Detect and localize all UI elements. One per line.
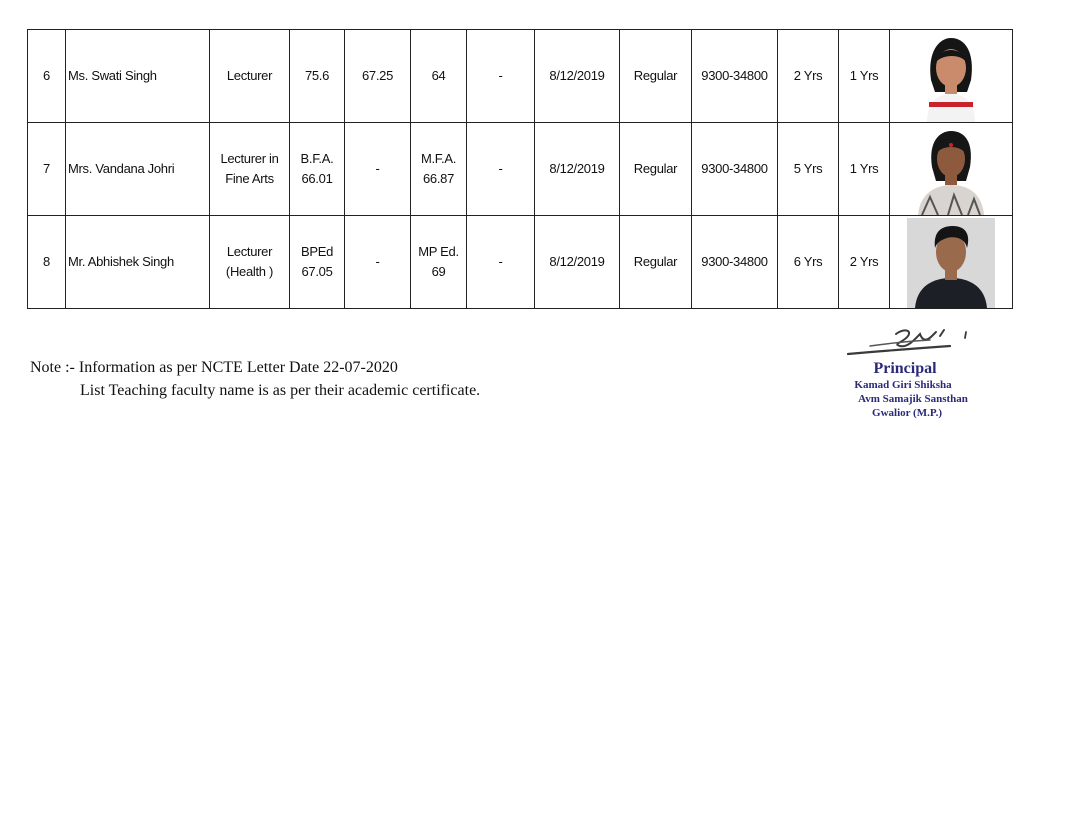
- handwritten-signature: [842, 324, 972, 360]
- cell-line: 67.25: [361, 68, 394, 83]
- qualification-3-cell: [411, 216, 467, 309]
- qualification-4-cell: [467, 30, 535, 123]
- cell-line: B.F.A.: [300, 151, 334, 166]
- qualification-4-cell: [467, 216, 535, 309]
- faculty-photo-image: [908, 127, 994, 215]
- cell-line: BPEd: [300, 244, 334, 259]
- note-line-2: List Teaching faculty name is as per their academic certificate.: [80, 382, 481, 399]
- cell-line: M.F.A.: [420, 151, 457, 166]
- cell-line: -: [375, 254, 380, 269]
- qualification-2-cell: [345, 216, 411, 309]
- qualification-3-cell: [411, 123, 467, 216]
- service-cell: 1 Yrs: [839, 30, 890, 123]
- appointment-date-cell: 8/12/2019: [535, 216, 620, 309]
- principal-signature-stamp: [828, 322, 988, 426]
- note-line-1: Note :- Information as per NCTE Letter Date 22-07-2020: [30, 359, 398, 376]
- cell-line: Fine Arts: [225, 171, 274, 186]
- qualification-4-cell: [467, 123, 535, 216]
- faculty-name-cell: Ms. Swati Singh: [66, 30, 210, 123]
- cell-line: MP Ed.: [418, 244, 459, 259]
- cell-line: -: [498, 68, 503, 83]
- cell-line: Lecturer in: [220, 151, 279, 166]
- faculty-table: [27, 29, 1013, 309]
- signature-title: Principal: [873, 360, 937, 377]
- serial-number-cell: 8: [28, 216, 66, 309]
- faculty-photo: [890, 123, 1012, 215]
- service-cell: 1 Yrs: [839, 123, 890, 216]
- faculty-name-cell: Mr. Abhishek Singh: [66, 216, 210, 309]
- appointment-type-cell: Regular: [620, 30, 692, 123]
- experience-cell: 2 Yrs: [778, 30, 839, 123]
- cell-line: 69: [431, 264, 446, 279]
- qualification-1-cell: [290, 123, 345, 216]
- table-row: [28, 216, 1013, 309]
- signature-org-line-2: Avm Samajik Sansthan: [858, 393, 968, 405]
- faculty-photo-cell: [890, 123, 1013, 216]
- experience-cell: 6 Yrs: [778, 216, 839, 309]
- cell-line: -: [498, 254, 503, 269]
- cell-line: 75.6: [304, 68, 330, 83]
- pay-scale-cell: 9300-34800: [692, 216, 778, 309]
- qualification-1-cell: [290, 30, 345, 123]
- faculty-name-cell: Mrs. Vandana Johri: [66, 123, 210, 216]
- designation-cell: [210, 123, 290, 216]
- faculty-photo-cell: [890, 30, 1013, 123]
- appointment-date-cell: 8/12/2019: [535, 30, 620, 123]
- appointment-type-cell: Regular: [620, 123, 692, 216]
- faculty-photo: [890, 30, 1012, 122]
- service-cell: 2 Yrs: [839, 216, 890, 309]
- cell-line: Lecturer: [226, 68, 273, 83]
- table-row: [28, 123, 1013, 216]
- qualification-3-cell: [411, 30, 467, 123]
- cell-line: 64: [431, 68, 446, 83]
- appointment-type-cell: Regular: [620, 216, 692, 309]
- designation-cell: [210, 216, 290, 309]
- pay-scale-cell: 9300-34800: [692, 123, 778, 216]
- qualification-1-cell: [290, 216, 345, 309]
- cell-line: (Health ): [225, 264, 274, 279]
- cell-line: Lecturer: [226, 244, 273, 259]
- cell-line: -: [375, 161, 380, 176]
- cell-line: 67.05: [301, 264, 333, 279]
- serial-number-cell: 6: [28, 30, 66, 123]
- cell-line: 66.01: [301, 171, 333, 186]
- qualification-2-cell: [345, 123, 411, 216]
- cell-line: 66.87: [422, 171, 455, 186]
- serial-number-cell: 7: [28, 123, 66, 216]
- faculty-photo: [890, 216, 1012, 308]
- faculty-photo-cell: [890, 216, 1013, 309]
- signature-org-line-3: Gwalior (M.P.): [872, 407, 942, 419]
- pay-scale-cell: 9300-34800: [692, 30, 778, 123]
- appointment-date-cell: 8/12/2019: [535, 123, 620, 216]
- signature-org-line-1: Kamad Giri Shiksha: [854, 379, 952, 391]
- cell-line: -: [498, 161, 503, 176]
- designation-cell: [210, 30, 290, 123]
- faculty-photo-image: [907, 218, 995, 308]
- table-row: [28, 30, 1013, 123]
- qualification-2-cell: [345, 30, 411, 123]
- note-block: [30, 356, 480, 402]
- faculty-photo-image: [909, 32, 993, 122]
- experience-cell: 5 Yrs: [778, 123, 839, 216]
